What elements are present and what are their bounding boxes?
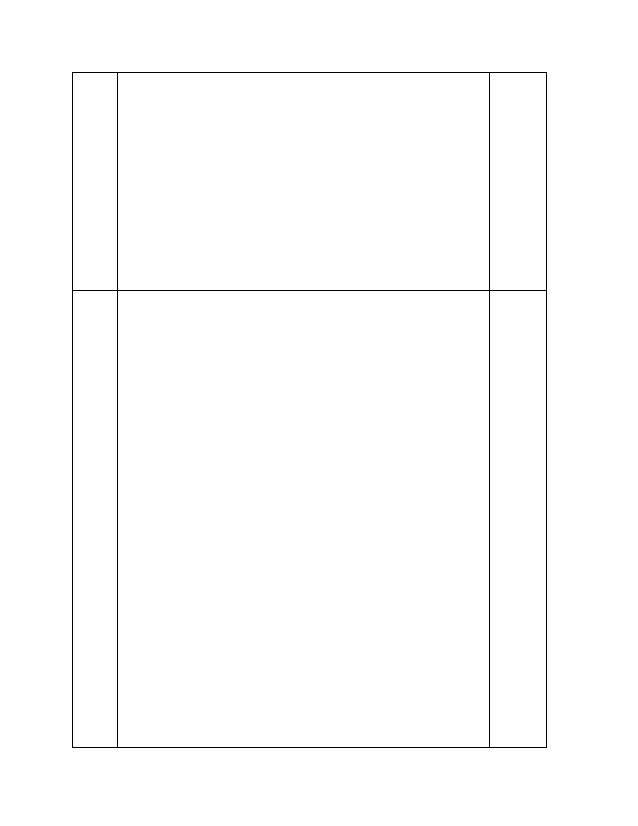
answer-scheme-table <box>72 72 547 748</box>
column-divider-marks <box>489 73 490 747</box>
column-divider-number <box>117 73 118 747</box>
row-divider <box>73 290 546 291</box>
